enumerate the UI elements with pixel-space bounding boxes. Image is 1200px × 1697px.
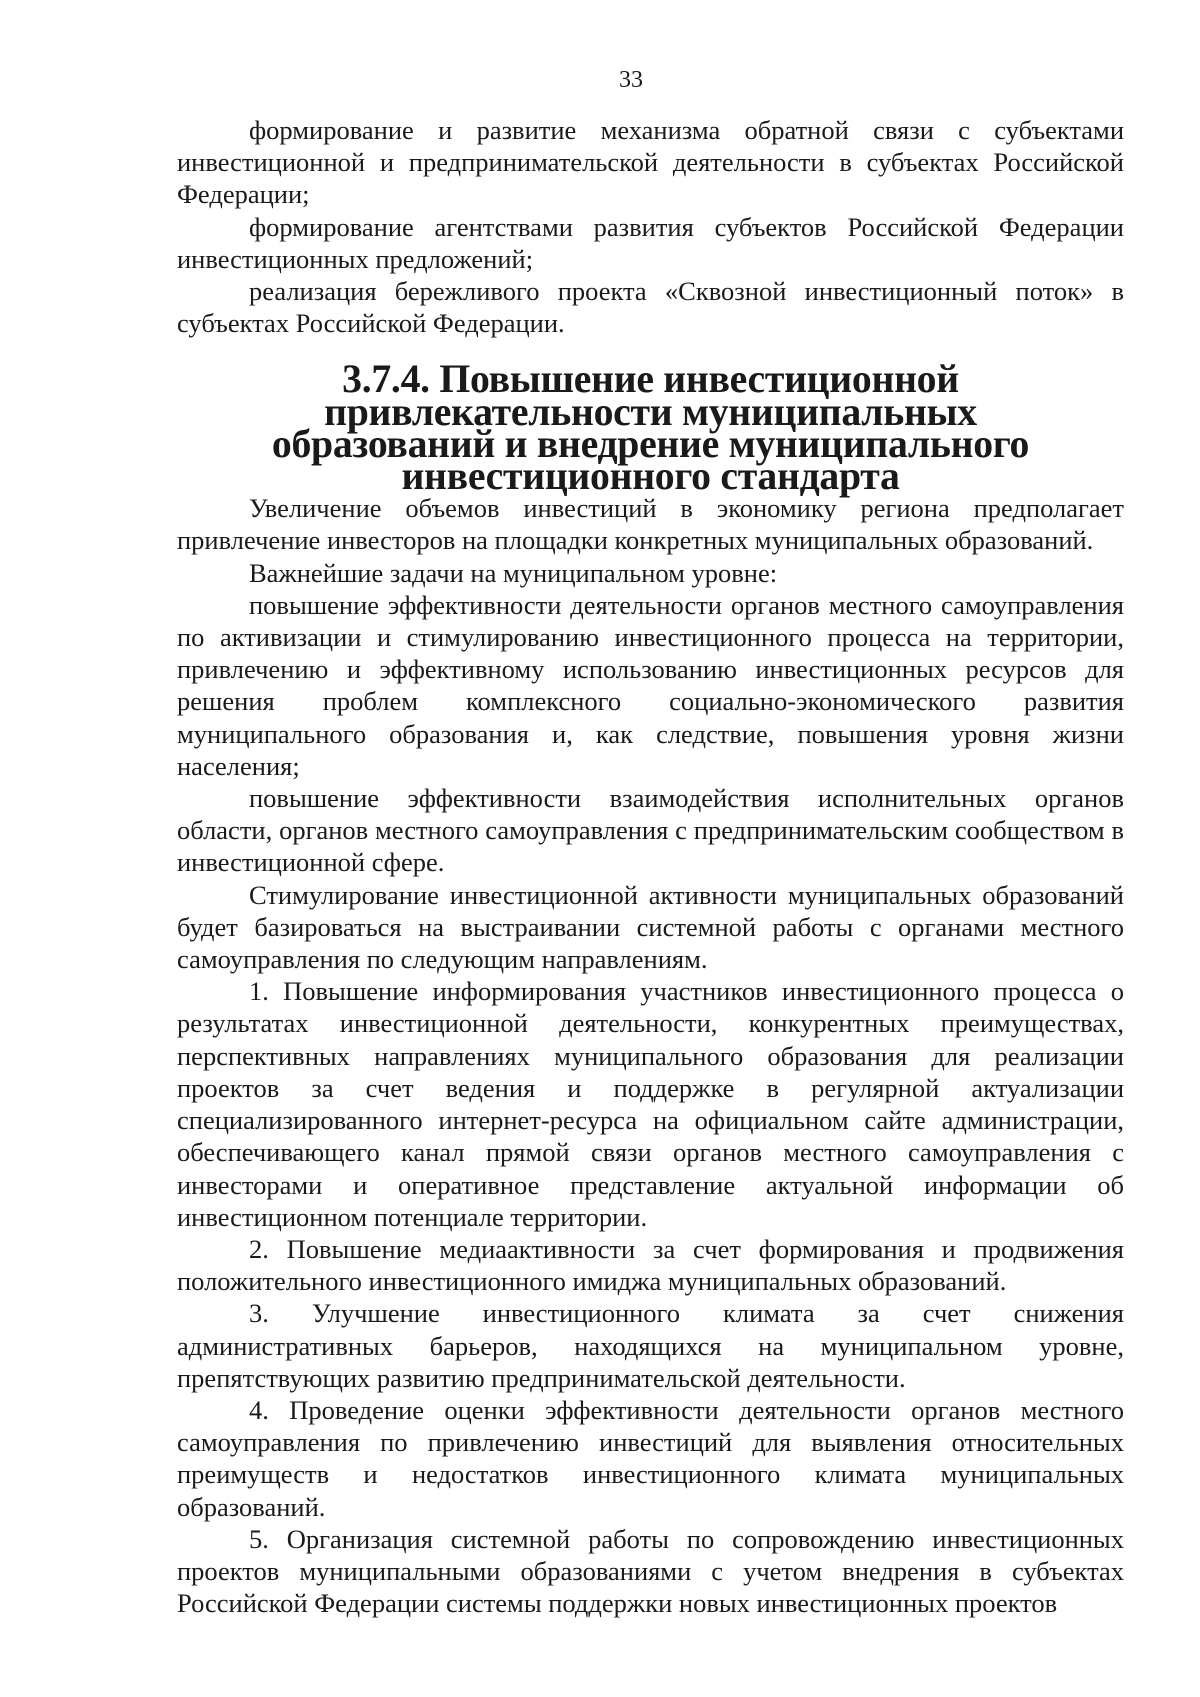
numbered-item: 1. Повышение информирования участников инвестиционного процесса о результатах инвестиционной деятельности, конкурентных преимуществах, перспективных направлениях муниципального образования для реализации проектов за счет ведения и поддержке в регулярной актуализации специализированного интернет-ресурса на официальном сайте администрации, обеспечивающего канал прямой связи органов местного самоуправления с инвесторами и оперативное представление актуальной информации об инвестиционном потенциале территории.	[177, 976, 1124, 1232]
numbered-item: 4. Проведение оценки эффективности деятельности органов местного самоуправления по привлечению инвестиций для выявления относительных преимуществ и недостатков инвестиционного климата муниципальных образований.	[177, 1394, 1124, 1522]
page-number: 33	[619, 67, 643, 93]
paragraph: Стимулирование инвестиционной активности муниципальных образований будет базироваться на выстраивании системной работы с органами местного самоуправления по следующим направлениям.	[177, 879, 1124, 975]
document-body	[177, 114, 1124, 1619]
numbered-item: 3. Улучшение инвестиционного климата за счет снижения административных барьеров, находящихся на муниципальном уровне, препятствующих развитию предпринимательской деятельности.	[177, 1298, 1124, 1393]
paragraph: Важнейшие задачи на муниципальном уровне:	[249, 557, 778, 588]
paragraph: формирование и развитие механизма обратной связи с субъектами инвестиционной и предпринимательской деятельности в субъектах Российской Федерации;	[177, 115, 1124, 210]
numbered-item: 5. Организация системной работы по сопровождению инвестиционных проектов муниципальными образованиями с учетом внедрения в субъектах Российской Федерации системы поддержки новых инвестиционных проектов	[177, 1523, 1124, 1619]
section-heading-line: 3.7.4. Повышение инвестиционной привлекательности муниципальных	[324, 357, 977, 434]
paragraph: формирование агентствами развития субъектов Российской Федерации инвестиционных предложений;	[177, 211, 1124, 274]
paragraph: Увеличение объемов инвестиций в экономику региона предполагает привлечение инвесторов на площадки конкретных муниципальных образований.	[177, 493, 1124, 556]
paragraph: реализация бережливого проекта «Сквозной инвестиционный поток» в субъектах Российской Федерации.	[177, 276, 1124, 339]
numbered-item: 2. Повышение медиаактивности за счет формирования и продвижения положительного инвестиционного имиджа муниципальных образований.	[177, 1233, 1124, 1297]
section-heading-line: образований и внедрение муниципального инвестиционного стандарта	[271, 421, 1030, 499]
section-heading	[177, 357, 1124, 499]
paragraph: повышение эффективности деятельности органов местного самоуправления по активизации и стимулированию инвестиционного процесса на территории, привлечению и эффективному использованию инвестиционных ресурсов для решения проблем комплексного социально-экономического развития муниципального образования и, как следствие, повышения уровня жизни населения;	[177, 589, 1124, 781]
paragraph: повышение эффективности взаимодействия исполнительных органов области, органов местного самоуправления с предпринимательским сообществом в инвестиционной сфере.	[177, 783, 1124, 878]
